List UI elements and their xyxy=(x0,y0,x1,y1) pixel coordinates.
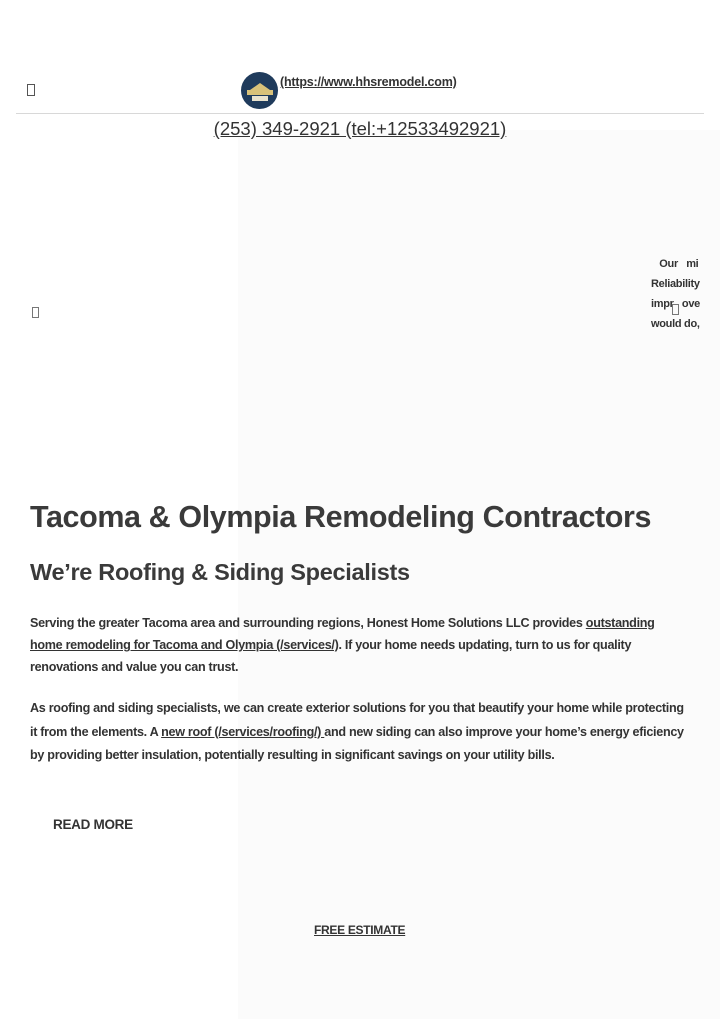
menu-icon[interactable] xyxy=(27,84,35,96)
services-link[interactable]: outstanding home remodeling for Tacoma and Olympia (/services/) xyxy=(30,616,655,652)
free-estimate-link[interactable]: FREE ESTIMATE xyxy=(314,923,406,937)
roofing-link[interactable]: new roof (/services/roofing/) xyxy=(161,724,325,739)
logo-base-shape xyxy=(252,96,268,101)
slide-line: Our mi xyxy=(651,258,699,270)
intro-text-start: Serving the greater Tacoma area and surrounding regions, Honest Home Solutions LLC provides xyxy=(30,616,586,630)
intro-text-end: . If your home needs updating, turn to us for quality renovations and value you can trust. xyxy=(30,638,632,674)
logo-banner-shape xyxy=(247,90,273,95)
slide-line: would do, xyxy=(651,318,700,330)
house-logo[interactable] xyxy=(241,72,278,109)
page-title: Tacoma & Olympia Remodeling Contractors xyxy=(30,500,652,534)
logo-roof-shape xyxy=(250,83,270,90)
arrow-left-icon[interactable] xyxy=(32,307,39,318)
header-divider xyxy=(16,113,704,114)
intro-paragraph xyxy=(30,612,690,678)
specialists-text-start: As roofing and siding specialists, we can create exterior solutions for you that beautify your home while protecting it from the elements. A xyxy=(30,701,684,739)
site-home-link[interactable]: (https://www.hhsremodel.com) xyxy=(280,75,457,89)
slide-caption xyxy=(651,254,720,334)
specialists-text-end: and new siding can also improve your home’s energy eficiency by providing better insulation, potentially resulting in significant savings on your utility bills. xyxy=(30,724,684,763)
slide-line: impr ove xyxy=(651,298,700,310)
phone-link[interactable]: (253) 349-2921 (tel:+12533492921) xyxy=(213,118,507,139)
page-subtitle: We’re Roofing & Siding Specialists xyxy=(30,559,410,585)
specialists-paragraph xyxy=(30,697,690,768)
slide-line: Reliability xyxy=(651,278,700,290)
read-more-button[interactable]: READ MORE xyxy=(53,817,133,832)
